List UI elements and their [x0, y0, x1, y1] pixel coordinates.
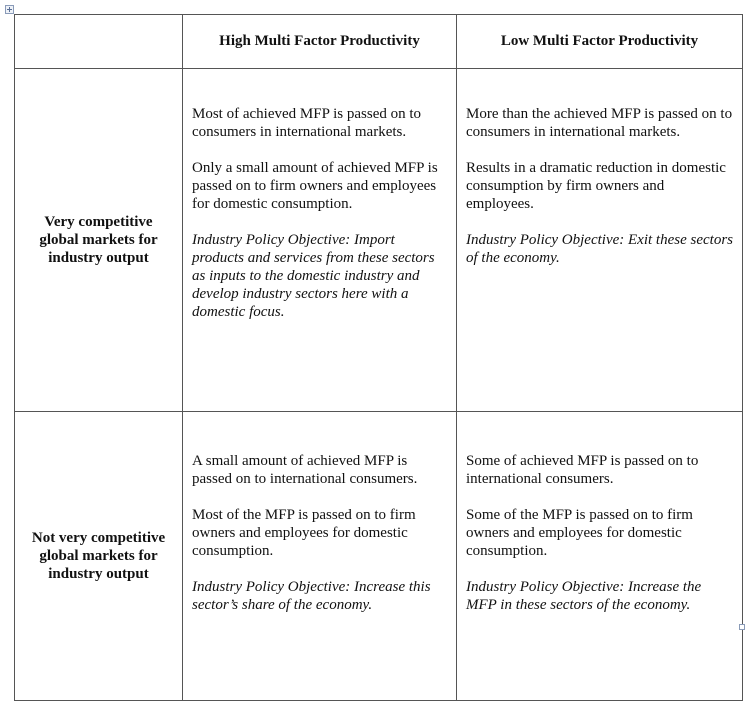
- cell-very-competitive-high-mfp[interactable]: [183, 69, 457, 412]
- table-row: [15, 69, 743, 412]
- policy-objective: Industry Policy Objective: Increase the MFP in these sectors of the economy.: [466, 579, 702, 613]
- cell-very-competitive-low-mfp[interactable]: [457, 69, 743, 412]
- header-row: [15, 15, 743, 69]
- cell-paragraph: Some of achieved MFP is passed on to international consumers.: [466, 453, 699, 487]
- cell-paragraph: Some of the MFP is passed on to firm owners and employees for domestic consumption.: [466, 507, 693, 559]
- cell-not-competitive-low-mfp[interactable]: [457, 412, 743, 701]
- mfp-policy-table: [14, 14, 743, 701]
- cell-paragraph: More than the achieved MFP is passed on to consumers in international markets.: [466, 106, 733, 140]
- policy-objective: Industry Policy Objective: Exit these sectors of the economy.: [466, 232, 733, 266]
- cell-paragraph: Most of achieved MFP is passed on to consumers in international markets.: [192, 106, 422, 140]
- policy-objective: Industry Policy Objective: Import products and services from these sectors as inputs to the domestic industry and develop industry sectors here with a domestic focus.: [192, 232, 435, 320]
- cell-paragraph: A small amount of achieved MFP is passed on to international consumers.: [192, 453, 418, 487]
- cell-paragraph: Only a small amount of achieved MFP is passed on to firm owners and employees for domestic consumption.: [192, 160, 438, 212]
- row-header-not-very-competitive[interactable]: Not very competitive global markets for industry output: [15, 412, 183, 701]
- column-header-high-mfp[interactable]: High Multi Factor Productivity: [183, 15, 457, 69]
- table-row: [15, 412, 743, 701]
- policy-objective: Industry Policy Objective: Increase this sector’s share of the economy.: [192, 579, 431, 613]
- cell-paragraph: Most of the MFP is passed on to firm owners and employees for domestic consumption.: [192, 507, 416, 559]
- column-header-low-mfp[interactable]: Low Multi Factor Productivity: [457, 15, 743, 69]
- cell-not-competitive-high-mfp[interactable]: [183, 412, 457, 701]
- row-header-very-competitive[interactable]: Very competitive global markets for industry output: [15, 69, 183, 412]
- corner-cell[interactable]: [15, 15, 183, 69]
- table-resize-handle-icon[interactable]: [739, 624, 745, 630]
- table-move-handle-icon[interactable]: [5, 5, 14, 14]
- cell-paragraph: Results in a dramatic reduction in domestic consumption by firm owners and employees.: [466, 160, 726, 212]
